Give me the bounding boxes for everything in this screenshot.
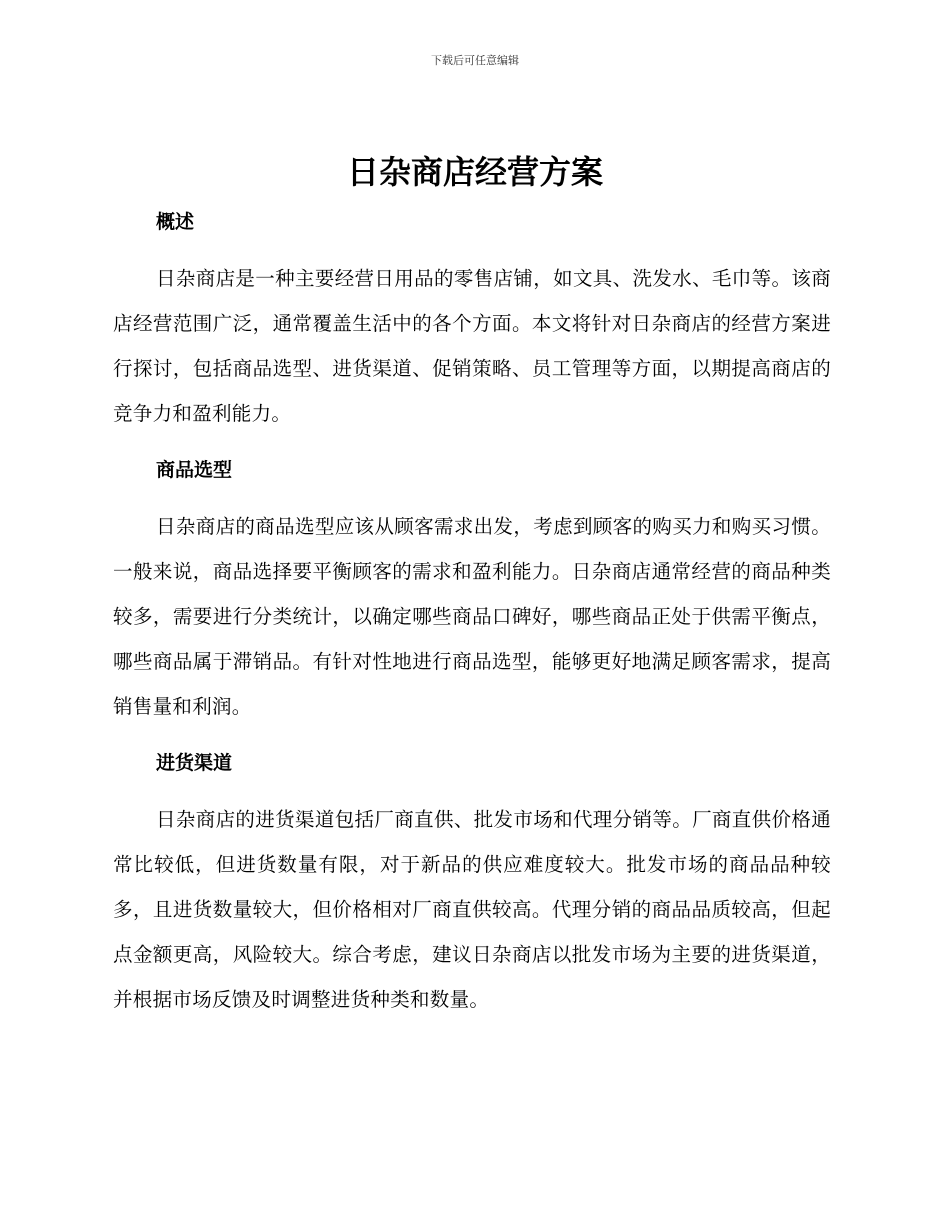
document-title: 日杂商店经营方案	[346, 153, 603, 191]
section-purchase-channels	[113, 741, 831, 1022]
section-paragraph: 日杂商店的商品选型应该从顾客需求出发，考虑到顾客的购买力和购买习惯。一般来说，商品选择要平衡顾客的需求和盈利能力。日杂商店通常经营的商品种类较多，需要进行分类统计，以确定哪些商品口碑好，哪些商品正处于供需平衡点，哪些商品属于滞销品。有针对性地进行商品选型，能够更好地满足顾客需求，提高销售量和利润。	[113, 515, 831, 718]
page-header-note: 下载后可任意编辑	[431, 54, 519, 67]
section-overview	[113, 200, 831, 436]
section-product-selection	[113, 448, 831, 729]
document-body	[113, 200, 831, 1022]
section-heading: 商品选型	[156, 459, 233, 481]
section-paragraph: 日杂商店的进货渠道包括厂商直供、批发市场和代理分销等。厂商直供价格通常比较低，但进货数量有限，对于新品的供应难度较大。批发市场的商品品种较多，且进货数量较大，但价格相对厂商直供较高。代理分销的商品品质较高，但起点金额更高，风险较大。综合考虑，建议日杂商店以批发市场为主要的进货渠道，并根据市场反馈及时调整进货种类和数量。	[113, 808, 831, 1011]
section-heading: 概述	[156, 211, 195, 233]
section-paragraph: 日杂商店是一种主要经营日用品的零售店铺，如文具、洗发水、毛巾等。该商店经营范围广泛，通常覆盖生活中的各个方面。本文将针对日杂商店的经营方案进行探讨，包括商品选型、进货渠道、促销策略、员工管理等方面，以期提高商店的竞争力和盈利能力。	[113, 267, 831, 425]
section-heading: 进货渠道	[156, 752, 233, 774]
